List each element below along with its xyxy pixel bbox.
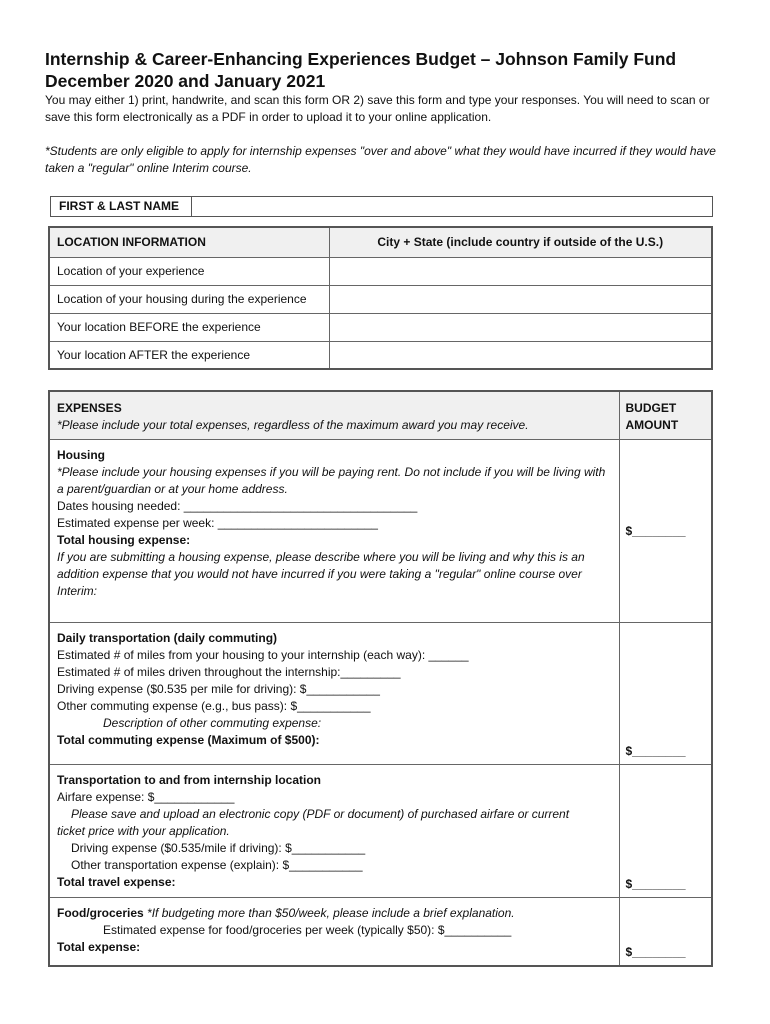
housing-weekly-field[interactable]: Estimated expense per week: ________________________ [57,516,378,530]
food-total-label: Total expense: [57,940,141,954]
commute-description-label: Description of other commuting expense: [103,716,322,730]
location-input[interactable] [329,313,712,341]
eligibility-note: *Students are only eligible to apply for internship expenses "over and above" what they would have incurred if they would have taken a "regular" online Interim course. [45,144,716,175]
location-row [49,257,712,285]
travel-total-label: Total travel expense: [57,875,176,889]
location-input[interactable] [329,285,712,313]
food-title-line [57,905,612,922]
commute-total-label: Total commuting expense (Maximum of $500): [57,733,320,747]
location-row-label: Location of your housing during the experience [49,285,329,313]
title-line-1: Internship & Career-Enhancing Experiences Budget – Johnson Family Fund [45,49,677,69]
location-row-label: Your location BEFORE the experience [49,313,329,341]
housing-amount-field[interactable]: $________ [619,440,712,623]
housing-section [49,440,619,623]
housing-note: *Please include your housing expenses if you will be paying rent. Do not include if you will be living with a parent/guardian or at your home address. [57,465,606,496]
travel-other-field[interactable]: Other transportation expense (explain): $___________ [71,858,363,872]
location-header-right: City + State (include country if outside of the U.S.) [329,227,712,257]
housing-dates-field[interactable]: Dates housing needed: ___________________________________ [57,499,418,513]
travel-amount-field[interactable]: $________ [619,765,712,898]
expenses-header-note: *Please include your total expenses, regardless of the maximum award you may receive. [57,418,529,432]
expenses-header-title: EXPENSES [57,401,122,415]
budget-header-line-2: AMOUNT [625,418,679,432]
intro-text: You may either 1) print, handwrite, and scan this form OR 2) save this form and type your responses. You will need to scan or save this form electronically as a PDF in order to upload it to your online application. [45,93,710,124]
commute-miles-way-field[interactable]: Estimated # of miles from your housing to your internship (each way): ______ [57,648,469,662]
name-field-row [50,196,713,217]
budget-amount-header [619,391,712,440]
location-row [49,313,712,341]
commute-section [49,623,619,765]
food-amount-field[interactable]: $________ [619,898,712,966]
commute-driving-field[interactable]: Driving expense ($0.535 per mile for driving): $___________ [57,682,380,696]
travel-airfare-field[interactable]: Airfare expense: $____________ [57,790,235,804]
commute-amount-field[interactable]: $________ [619,623,712,765]
travel-row [49,765,712,898]
location-header-left: LOCATION INFORMATION [49,227,329,257]
travel-section [49,765,619,898]
location-row-label: Your location AFTER the experience [49,341,329,369]
budget-header-line-1: BUDGET [625,401,677,415]
travel-upload-note-2: ticket price with your application. [57,824,230,838]
location-row [49,285,712,313]
housing-row [49,440,712,623]
commute-other-field[interactable]: Other commuting expense (e.g., bus pass): $___________ [57,699,371,713]
housing-total-label: Total housing expense: [57,533,191,547]
form-title [45,48,735,92]
expenses-header [49,391,619,440]
housing-title: Housing [57,448,105,462]
location-input[interactable] [329,341,712,369]
food-weekly-field[interactable]: Estimated expense for food/groceries per week (typically $50): $__________ [103,923,512,937]
name-label: FIRST & LAST NAME [51,197,192,216]
location-row [49,341,712,369]
housing-explain: If you are submitting a housing expense, please describe where you will be living and why this is an addition expense that you would not have incurred if you were taking a "regular" online course over Interim: [57,550,585,598]
commute-title: Daily transportation (daily commuting) [57,631,278,645]
food-section [49,898,619,966]
food-title: Food/groceries [57,906,144,920]
food-row [49,898,712,966]
location-table [48,226,713,370]
commute-row [49,623,712,765]
title-line-2: December 2020 and January 2021 [45,71,326,91]
travel-upload-note: Please save and upload an electronic copy (PDF or document) of purchased airfare or current [71,807,570,821]
expenses-header-row [49,391,712,440]
travel-title: Transportation to and from internship location [57,773,322,787]
food-title-note: *If budgeting more than $50/week, please include a brief explanation. [143,906,515,920]
travel-driving-field[interactable]: Driving expense ($0.535/mile if driving): $___________ [71,841,366,855]
commute-miles-total-field[interactable]: Estimated # of miles driven throughout the internship:_________ [57,665,401,679]
location-header-row [49,227,712,257]
location-input[interactable] [329,257,712,285]
name-input[interactable] [192,197,712,216]
expenses-table [48,390,713,967]
location-row-label: Location of your experience [49,257,329,285]
